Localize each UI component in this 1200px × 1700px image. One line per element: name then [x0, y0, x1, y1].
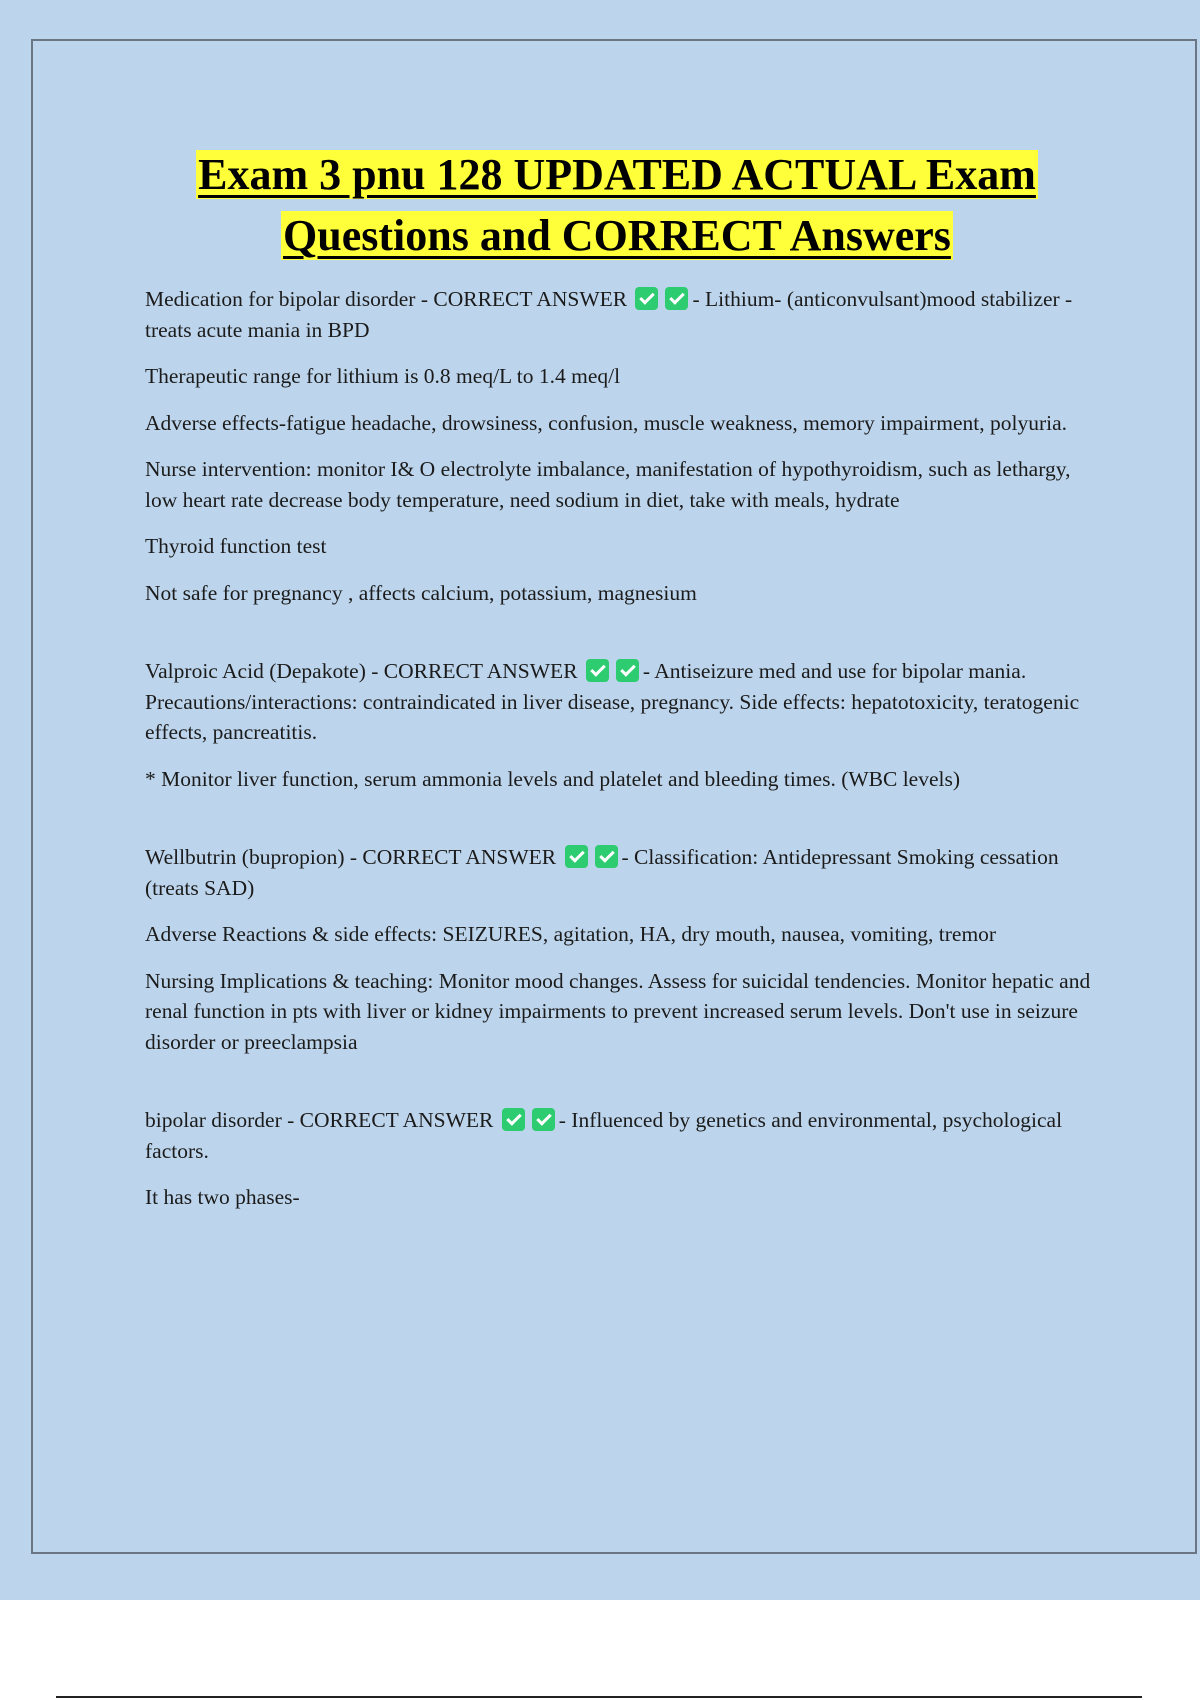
- qa-entry: [145, 284, 1095, 345]
- note-paragraph: * Monitor liver function, serum ammonia levels and platelet and bleeding times. (WBC levels): [145, 766, 961, 791]
- answer-text: - Classification: Antidepressant Smoking cessation (treats SAD): [145, 845, 1059, 900]
- question-text: Valproic Acid (Depakote) - CORRECT ANSWER: [145, 659, 578, 683]
- check-mark-icon: [586, 659, 609, 682]
- note-paragraph: Adverse effects-fatigue headache, drowsiness, confusion, muscle weakness, memory impairment, polyuria.: [145, 410, 1068, 435]
- question-text: bipolar disorder - CORRECT ANSWER: [145, 1108, 494, 1132]
- qa-entry: [145, 1105, 1095, 1166]
- answer-text: - Lithium- (anticonvulsant)mood stabilizer - treats acute mania in BPD: [145, 287, 1073, 342]
- note-paragraph: It has two phases-: [145, 1185, 300, 1209]
- footer-divider: [56, 1696, 1142, 1698]
- document-title: [114, 144, 1120, 266]
- check-mark-icon: [595, 845, 618, 868]
- title-line-1: Exam 3 pnu 128 UPDATED ACTUAL Exam: [198, 150, 1036, 199]
- note-paragraph: Adverse Reactions & side effects: SEIZURES, agitation, HA, dry mouth, nausea, vomiting, tremor: [145, 922, 997, 946]
- check-mark-icon: [565, 845, 588, 868]
- note-paragraph: Not safe for pregnancy , affects calcium, potassium, magnesium: [145, 580, 697, 605]
- check-mark-icon: [635, 287, 658, 310]
- qa-entry: [145, 656, 1095, 748]
- title-line-2: Questions and CORRECT Answers: [283, 211, 951, 260]
- note-paragraph: Nursing Implications & teaching: Monitor mood changes. Assess for suicidal tendencies. Monitor hepatic and renal function in pts with liver or kidney impairments to prevent increased serum levels. Don't use in seizure disorder or preeclampsia: [145, 968, 1091, 1054]
- question-text: Medication for bipolar disorder - CORRECT ANSWER: [145, 287, 628, 311]
- check-mark-icon: [502, 1108, 525, 1131]
- note-paragraph: Therapeutic range for lithium is 0.8 meq/L to 1.4 meq/l: [145, 364, 621, 388]
- answer-text: - Influenced by genetics and environmental, psychological factors.: [145, 1108, 1063, 1163]
- document-body: [145, 284, 1095, 1229]
- qa-entry: [145, 842, 1095, 903]
- note-paragraph: Nurse intervention: monitor I& O electrolyte imbalance, manifestation of hypothyroidism, such as lethargy, low heart rate decrease body temperature, need sodium in diet, take with meals, hydrate: [145, 457, 1071, 512]
- answer-text: - Antiseizure med and use for bipolar mania. Precautions/interactions: contraindicated in liver disease, pregnancy. Side effects: hepatotoxicity, teratogenic effects, pancreatitis.: [145, 659, 1080, 744]
- question-text: Wellbutrin (bupropion) - CORRECT ANSWER: [145, 845, 557, 869]
- check-mark-icon: [616, 659, 639, 682]
- note-paragraph: Thyroid function test: [145, 534, 327, 558]
- check-mark-icon: [532, 1108, 555, 1131]
- check-mark-icon: [665, 287, 688, 310]
